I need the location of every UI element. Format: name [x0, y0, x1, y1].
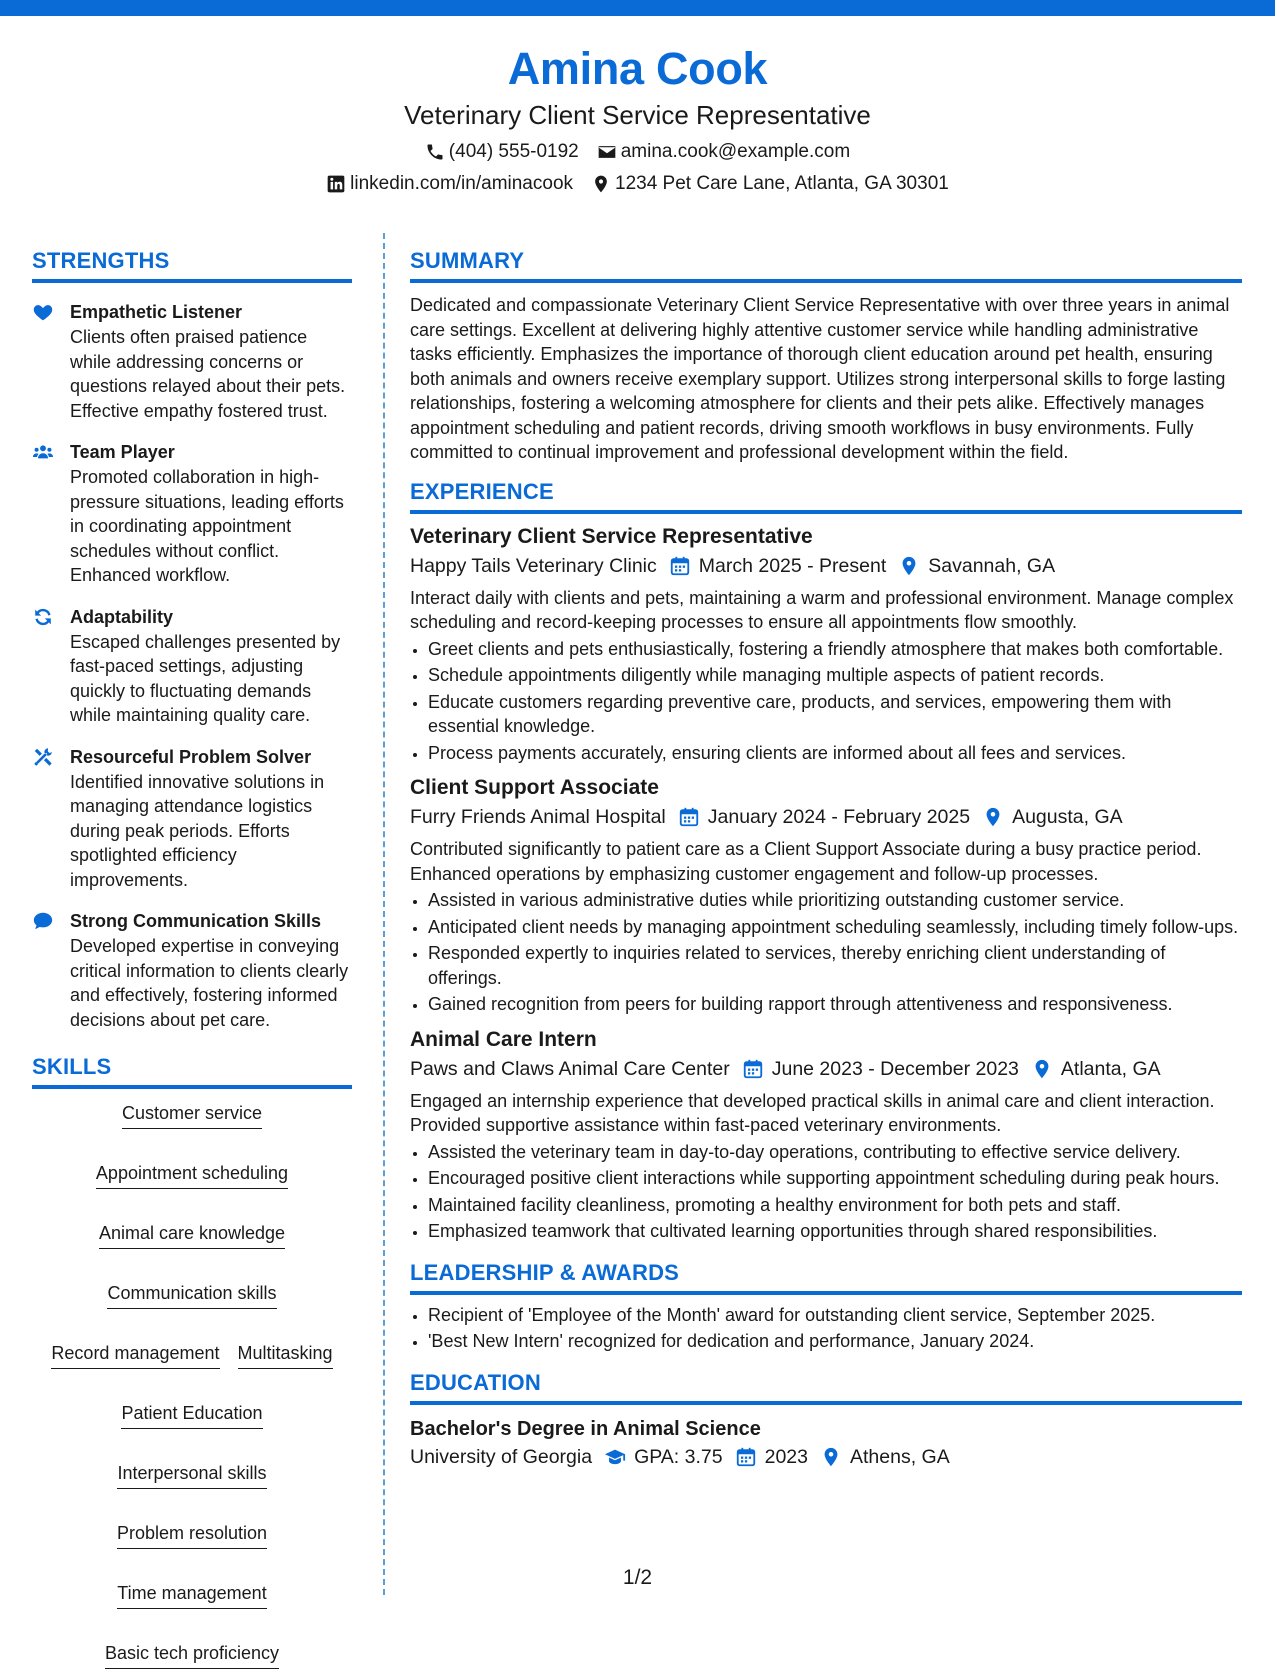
heart-icon — [32, 299, 70, 423]
skill-tag: Customer service — [122, 1101, 262, 1129]
skill-tag: Time management — [117, 1581, 266, 1609]
bullet-item: • Emphasized teamwork that cultivated learning opportunities through shared responsibilities. — [428, 1219, 1242, 1244]
job-meta — [410, 552, 1242, 580]
contact-row-1 — [0, 138, 1275, 166]
top-accent-bar — [0, 0, 1275, 16]
education-heading: EDUCATION — [410, 1368, 1242, 1405]
job-meta — [410, 1055, 1242, 1083]
linkedin-text: linkedin.com/in/aminacook — [350, 173, 574, 194]
left-column — [32, 246, 352, 1669]
strength-title: Adaptability — [70, 606, 174, 627]
skill-tag: Multitasking — [238, 1341, 333, 1369]
map-pin-icon — [982, 806, 1004, 828]
graduation-cap-icon — [604, 1446, 626, 1468]
strength-title: Strong Communication Skills — [70, 911, 322, 931]
job-meta — [410, 803, 1242, 831]
bullet-item: • Gained recognition from peers for building rapport through attentiveness and responsiveness. — [428, 992, 1242, 1017]
bullet-item: • Assisted the veterinary team in day-to-day operations, contributing to effective service delivery. — [428, 1140, 1242, 1165]
gpa-text: GPA: 3.75 — [634, 1445, 723, 1468]
map-pin-icon — [820, 1446, 842, 1468]
job-entry — [410, 522, 1242, 766]
resume-header — [0, 40, 1275, 198]
linkedin-icon — [326, 174, 346, 194]
calendar-icon — [735, 1446, 757, 1468]
strength-item — [32, 908, 352, 1032]
strength-item — [32, 604, 352, 728]
map-pin-icon — [591, 174, 611, 194]
graduation-year: 2023 — [764, 1445, 808, 1468]
job-dates: June 2023 - December 2023 — [771, 1057, 1019, 1080]
bullet-item: • Assisted in various administrative duties while prioritizing outstanding customer service. — [428, 888, 1242, 913]
right-column — [410, 246, 1242, 1471]
comment-icon — [32, 908, 70, 1032]
email-text: amina.cook@example.com — [620, 141, 851, 162]
envelope-icon — [597, 142, 617, 162]
strength-title: Team Player — [70, 442, 175, 462]
job-company: Paws and Claws Animal Care Center — [410, 1057, 730, 1080]
summary-heading: SUMMARY — [410, 246, 1242, 283]
bullet-item: • Maintained facility cleanliness, promoting a healthy environment for both pets and staff. — [428, 1193, 1242, 1218]
skill-tag: Basic tech proficiency — [105, 1641, 279, 1669]
job-title: Veterinary Client Service Representative — [410, 524, 813, 548]
email-contact[interactable] — [597, 138, 850, 166]
job-description: Engaged an internship experience that developed practical skills in animal care and client interaction. Provided supportive assistance within fast-paced veterinary environments. — [410, 1090, 1215, 1135]
calendar-icon — [678, 806, 700, 828]
award-item: • 'Best New Intern' recognized for dedication and performance, January 2024. — [428, 1329, 1242, 1354]
job-description: Interact daily with clients and pets, maintaining a warm and professional environment. Manage complex scheduling and record-keeping processes to ensure all appointments flow smoothly. — [410, 587, 1234, 632]
job-dates: March 2025 - Present — [698, 554, 887, 577]
job-location: Augusta, GA — [1012, 806, 1123, 828]
calendar-icon — [742, 1058, 764, 1080]
page-number: 1/2 — [622, 1566, 653, 1589]
bullet-item: • Encouraged positive client interactions while supporting appointment scheduling during peak hours. — [428, 1166, 1242, 1191]
calendar-icon — [669, 555, 691, 577]
strength-item — [32, 744, 352, 893]
bullet-item: • Educate customers regarding preventive care, products, and services, empowering them with essential knowledge. — [428, 690, 1242, 739]
phone-text: (404) 555-0192 — [448, 141, 579, 162]
bullet-item: • Process payments accurately, ensuring clients are informed about all fees and services. — [428, 741, 1242, 766]
phone-contact[interactable] — [425, 138, 579, 166]
bullet-item: • Schedule appointments diligently while managing multiple aspects of patient records. — [428, 663, 1242, 688]
strength-item — [32, 299, 352, 423]
strength-item — [32, 439, 352, 588]
column-divider — [383, 233, 385, 1595]
candidate-title: Veterinary Client Service Representative — [404, 100, 871, 130]
map-pin-icon — [1031, 1058, 1053, 1080]
summary-text: Dedicated and compassionate Veterinary Client Service Representative with over three years in animal care settings. Excellent at delivering highly attentive customer service while handling administrative tasks efficiently. Emphasizes the importance of thorough client education around pet health, ensuring both animals and owners receive exemplary support. Utilizes strong interpersonal skills to forge lasting relationships, fostering a welcoming atmosphere for clients and their pets alike. Effectively manages appointment scheduling and patient records, driving smooth workflows in busy environments. Fully committed to continual improvement and professional development within the field. — [410, 295, 1230, 462]
strength-desc: Clients often praised patience while addressing concerns or questions relayed about their pets. Effective empathy fostered trust. — [70, 327, 346, 421]
school-name: University of Georgia — [410, 1445, 593, 1468]
candidate-name: Amina Cook — [507, 43, 768, 94]
phone-icon — [425, 142, 445, 162]
strength-title: Resourceful Problem Solver — [70, 746, 312, 767]
experience-heading: EXPERIENCE — [410, 477, 1242, 514]
job-dates: January 2024 - February 2025 — [707, 806, 971, 828]
job-company: Happy Tails Veterinary Clinic — [410, 554, 657, 577]
job-entry — [410, 1025, 1242, 1244]
job-entry — [410, 773, 1242, 1017]
skill-tag: Record management — [51, 1341, 219, 1369]
degree-title: Bachelor's Degree in Animal Science — [410, 1417, 761, 1440]
job-company: Furry Friends Animal Hospital — [410, 806, 666, 828]
job-title: Client Support Associate — [410, 776, 659, 799]
bullet-item: • Responded expertly to inquiries related to services, thereby enriching client understanding of offerings. — [428, 941, 1242, 990]
users-icon — [32, 439, 70, 588]
skill-tag: Interpersonal skills — [117, 1461, 266, 1489]
skill-tag: Patient Education — [121, 1401, 262, 1429]
skill-tag: Appointment scheduling — [96, 1161, 288, 1189]
strength-desc: Escaped challenges presented by fast-paced settings, adjusting quickly to fluctuating demands while maintaining quality care. — [70, 631, 341, 725]
skill-tag: Communication skills — [107, 1281, 276, 1309]
map-pin-icon — [898, 555, 920, 577]
skill-tag: Problem resolution — [117, 1521, 267, 1549]
job-bullets — [410, 1140, 1242, 1244]
bullet-item: • Anticipated client needs by managing appointment scheduling seamlessly, including timely follow-ups. — [428, 915, 1242, 940]
address-text: 1234 Pet Care Lane, Atlanta, GA 30301 — [615, 173, 949, 194]
job-bullets — [410, 637, 1242, 766]
awards-list — [410, 1303, 1242, 1354]
education-location: Athens, GA — [850, 1445, 950, 1468]
job-location: Atlanta, GA — [1060, 1057, 1161, 1080]
job-location: Savannah, GA — [928, 554, 1056, 577]
address-contact — [591, 170, 949, 198]
contact-row-2 — [0, 170, 1275, 198]
strength-desc: Developed expertise in conveying critical information to clients clearly and effectively, fostering informed decisions about pet care. — [70, 936, 349, 1030]
strength-desc: Promoted collaboration in high-pressure situations, leading efforts in coordinating appointment schedules without conflict. Enhanced workflow. — [70, 467, 344, 585]
sync-icon — [32, 604, 70, 728]
strength-desc: Identified innovative solutions in managing attendance logistics during peak periods. Efforts spotlighted efficiency improvements. — [70, 771, 325, 890]
linkedin-contact[interactable] — [326, 170, 573, 198]
skill-tag: Animal care knowledge — [99, 1221, 285, 1249]
bullet-item: • Greet clients and pets enthusiastically, fostering a friendly atmosphere that makes both comfortable. — [428, 637, 1242, 662]
award-item: • Recipient of 'Employee of the Month' award for outstanding client service, September 2025. — [428, 1303, 1242, 1328]
awards-heading: LEADERSHIP & AWARDS — [410, 1258, 1242, 1295]
education-meta — [410, 1443, 1242, 1471]
job-description: Contributed significantly to patient care as a Client Support Associate during a busy practice period. Enhanced operations by emphasizing customer engagement and follow-up processes. — [410, 839, 1202, 884]
skills-heading: SKILLS — [32, 1052, 352, 1089]
job-bullets — [410, 888, 1242, 1017]
strengths-heading: STRENGTHS — [32, 246, 352, 283]
tools-icon — [32, 744, 70, 893]
job-title: Animal Care Intern — [410, 1027, 597, 1051]
strength-title: Empathetic Listener — [70, 302, 243, 322]
